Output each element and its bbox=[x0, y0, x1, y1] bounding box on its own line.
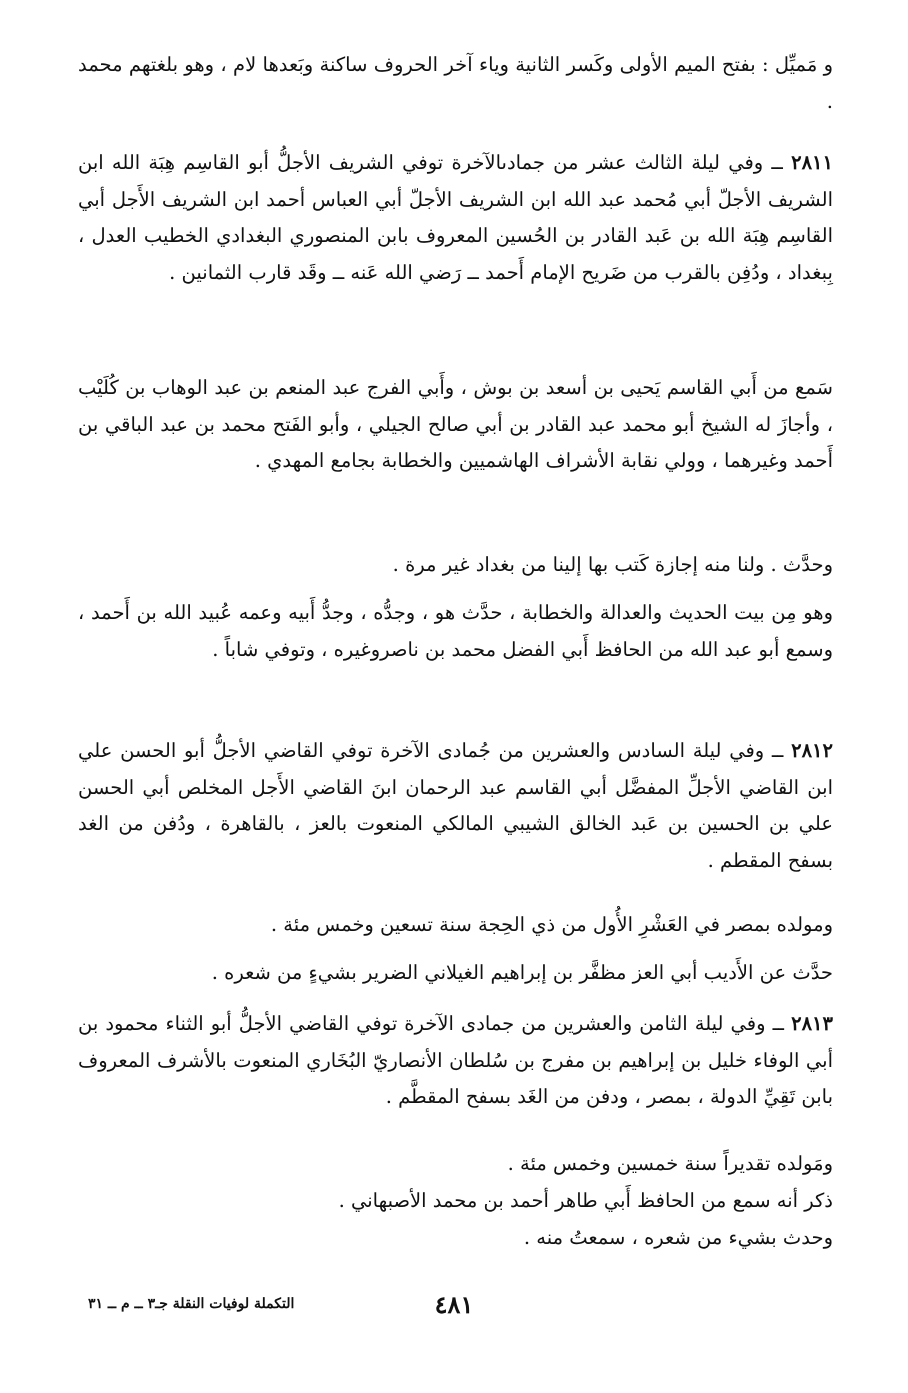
entry-2813 bbox=[78, 1006, 833, 1116]
entry-2812 bbox=[78, 733, 833, 879]
paragraph-mamayyil-definition bbox=[78, 47, 833, 120]
paragraph-text: ــ وفي ليلة الثالث عشر من جمادىالآخرة توفي الشريف الأجلُّ أبو القاسِم هِبَة الله ابن الشريف الأجلّ أبي مُحمد عبد الله ابن الشريف الأجلّ أبي العباس أحمد ابن الشريف الأَجل أبي القاسِم هِبَة الله بن عَبد القادر بن الحُسين المعروف بابن المنصوري البغدادي الخطيب العدل ، بِبغداد ، ودُفِن بالقرب من ضَريح الإمام أَحمد ــ رَضي الله عَنه ــ وقَد قارب الثمانين . bbox=[78, 151, 833, 284]
paragraph-text: سَمع من أَبي القاسم يَحيى بن أسعد بن بوش ، وأَبي الفرج عبد المنعم بن عبد الوهاب بن كُلَيْب ، وأجازَ له الشيخ أبو محمد عبد القادر بن أبي صالح الجيلي ، وأبو الفَتح محمد بن عبد الباقي بن أَحمد وغيرهما ، وولي نقابة الأشراف الهاشميين والخطابة بجامع المهدي . bbox=[78, 376, 833, 472]
paragraph-text: ومولده بمصر في العَشْرِ الأُول من ذي الحِجة سنة تسعين وخمس مئة . bbox=[270, 913, 833, 936]
paragraph-text: وحدث بشيء من شعره ، سمعتُ منه . bbox=[523, 1226, 833, 1249]
paragraph-text: حدَّث عن الأَديب أبي العز مظفَّر بن إبراهيم الغيلاني الضرير بشيءٍ من شعره . bbox=[211, 961, 833, 984]
paragraph-narrated-poetry bbox=[78, 1220, 833, 1257]
paragraph-text: ومَولده تقديراً سنة خمسين وخمس مئة . bbox=[507, 1152, 833, 1175]
entry-number: ٢٨١٣ bbox=[791, 1012, 833, 1035]
paragraph-text: و مَميِّل : بفتح الميم الأولى وكَسر الثانية وياء آخر الحروف ساكنة وبَعدها لام ، وهو بلغتهم محمد . bbox=[78, 53, 833, 113]
paragraph-text: وهو مِن بيت الحديث والعدالة والخطابة ، حدَّث هو ، وجدُّه ، وجدُّ أَبيه وعمه عُبيد الله بن أَحمد ، وسمع أبو عبد الله من الحافظ أَبي الفضل محمد بن ناصروغيره ، وتوفي شاباً . bbox=[78, 601, 833, 661]
entry-number: ٢٨١٢ bbox=[791, 739, 833, 762]
paragraph-text: وحدَّث . ولنا منه إجازة كَتب بها إلينا من بغداد غير مرة . bbox=[392, 553, 833, 576]
paragraph-teachers bbox=[78, 370, 833, 480]
paragraph-text: ــ وفي ليلة السادس والعشرين من جُمادى الآخرة توفي القاضي الأجلُّ أبو الحسن علي ابن القاضي الأجلِّ المفضَّل أبي القاسم عبد الرحمان ابنَ القاضي الأَجل المخلص أبي الحسن علي بن الحسين بن عَبد الخالق الشيبي المالكي المنعوت بالعز ، بالقاهرة ، ودُفن من الغد بسفح المقطم . bbox=[78, 739, 833, 872]
paragraph-birth-2813 bbox=[78, 1146, 833, 1183]
paragraph-text: ــ وفي ليلة الثامن والعشرين من جمادى الآخرة توفي القاضي الأجلُّ أبو الثناء محمود بن أبي الوفاء خليل بن إبراهيم بن مفرج بن سُلطان الأنصاريّ البُخَاري المنعوت بالأشرف المعروف بابن تَقِيِّ الدولة ، بمصر ، ودفن من الغَد بسفح المقطَّم . bbox=[78, 1012, 833, 1108]
paragraph-narration-2812 bbox=[78, 955, 833, 992]
entry-2811 bbox=[78, 145, 833, 291]
entry-number: ٢٨١١ bbox=[791, 151, 833, 174]
page-number: ٤٨١ bbox=[434, 1290, 474, 1319]
paragraph-birth-2812 bbox=[78, 907, 833, 944]
running-footer: التكملة لوفيات النقلة جـ٣ ــ م ــ ٣١ bbox=[88, 1296, 295, 1312]
paragraph-text: ذكر أنه سمع من الحافظ أَبي طاهر أحمد بن محمد الأصبهاني . bbox=[338, 1189, 833, 1212]
paragraph-family bbox=[78, 595, 833, 668]
paragraph-ijaza bbox=[78, 547, 833, 584]
paragraph-heard-from bbox=[78, 1183, 833, 1220]
